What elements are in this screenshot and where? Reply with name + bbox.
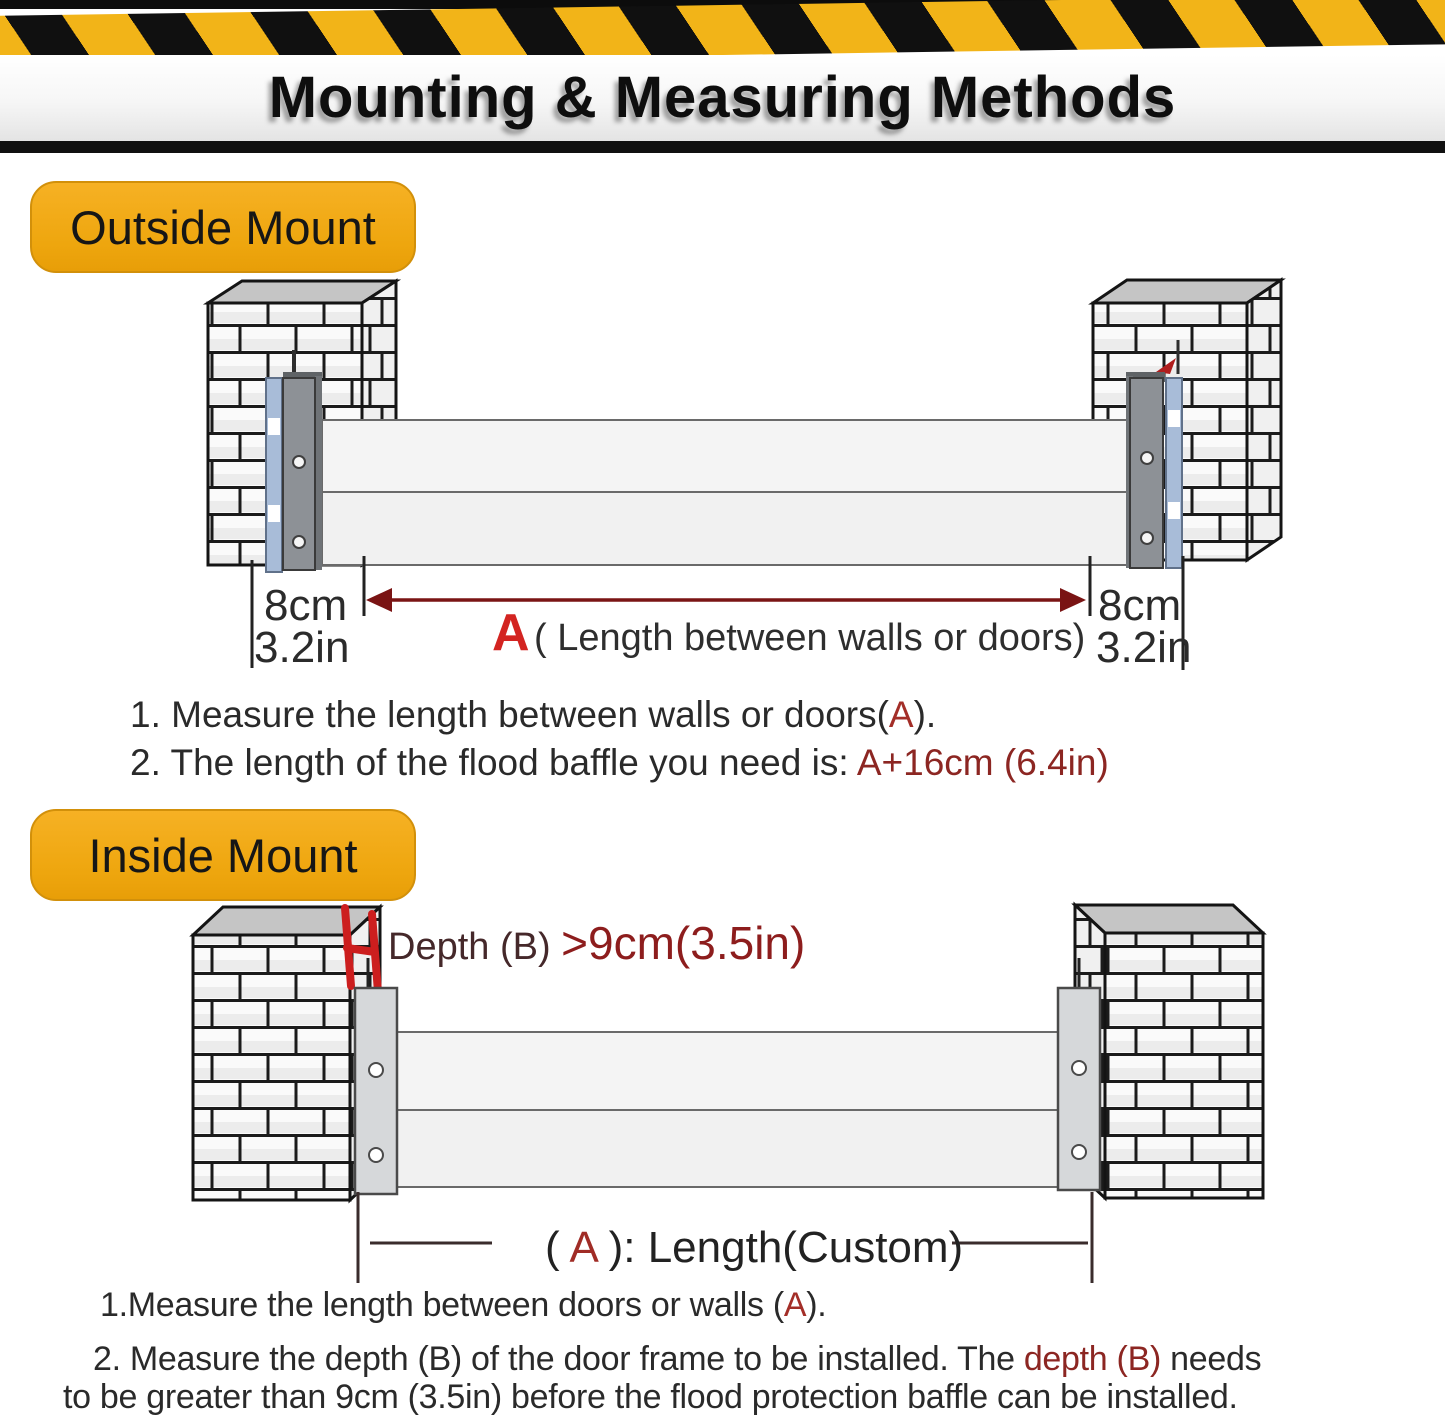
right-rail-slot-2 bbox=[1168, 502, 1180, 519]
right-rail-slot-1 bbox=[1168, 410, 1180, 427]
span-desc-label: ( Length between walls or doors) bbox=[534, 617, 1086, 659]
outside-barrier-panel-bottom bbox=[322, 492, 1130, 565]
inside-left-hole-1 bbox=[369, 1063, 383, 1077]
depth-label bbox=[388, 917, 805, 969]
inside-step-2-end: needs bbox=[1160, 1340, 1262, 1378]
left-rail-slot-2 bbox=[268, 505, 280, 522]
outside-mount-badge bbox=[30, 181, 416, 273]
inside-right-pillar-front bbox=[1105, 933, 1263, 1198]
span-arrow-head-right bbox=[1060, 588, 1086, 612]
span-label bbox=[492, 604, 1085, 662]
inside-step-2-depth: depth (B) bbox=[1023, 1340, 1161, 1378]
inside-step-2-line-1 bbox=[93, 1340, 1261, 1379]
span-a-label: A bbox=[492, 604, 530, 662]
inside-left-pillar-front bbox=[193, 935, 350, 1200]
outside-left-blue-rail bbox=[266, 378, 282, 572]
outside-step-2-text: 2. The length of the flood baffle you need is: bbox=[130, 742, 857, 783]
length-label-a: A bbox=[569, 1223, 597, 1272]
inside-step-1 bbox=[100, 1286, 826, 1325]
outside-step-1-a: A bbox=[888, 694, 914, 735]
length-label-pre: ( bbox=[545, 1223, 560, 1272]
inside-right-hole-2 bbox=[1072, 1145, 1086, 1159]
inside-left-hole-2 bbox=[369, 1148, 383, 1162]
left-bar-hole-2 bbox=[293, 536, 305, 548]
length-label bbox=[545, 1223, 963, 1272]
outside-barrier-panel-top bbox=[322, 420, 1130, 492]
right-bar-hole-2 bbox=[1141, 532, 1153, 544]
outside-mount-badge-label: Outside Mount bbox=[70, 200, 376, 254]
page-title: Mounting & Measuring Methods bbox=[268, 65, 1177, 130]
inside-barrier-panel-bottom bbox=[397, 1110, 1060, 1187]
gap-left-in-label: 3.2in bbox=[254, 623, 350, 672]
left-bar-bevel bbox=[315, 376, 322, 570]
outside-mount-diagram bbox=[140, 268, 1330, 672]
inside-left-pillar-top bbox=[193, 907, 380, 935]
depth-label-name: Depth (B) bbox=[388, 926, 562, 968]
right-bar-hole-1 bbox=[1141, 452, 1153, 464]
inside-step-2-continuation: to be greater than 9cm (3.5in) before the flood protection baffle can be installed. bbox=[63, 1378, 1238, 1416]
outside-step-1-end: ). bbox=[913, 694, 937, 735]
outside-step-2 bbox=[130, 742, 1109, 784]
header-divider bbox=[0, 141, 1445, 153]
outside-step-1 bbox=[130, 694, 936, 736]
gap-right-cm-label: 8cm bbox=[1098, 581, 1182, 630]
inside-mount-badge-label: Inside Mount bbox=[88, 828, 358, 882]
inside-right-pillar-top bbox=[1075, 905, 1263, 933]
inside-barrier-panel-top bbox=[397, 1032, 1060, 1110]
inside-mount-badge bbox=[30, 809, 416, 901]
outside-right-pillar-side bbox=[1247, 280, 1281, 560]
inside-left-channel bbox=[355, 988, 397, 1194]
outside-right-blue-rail bbox=[1166, 378, 1182, 568]
inside-mount-diagram bbox=[60, 895, 1390, 1288]
left-bar-hole-1 bbox=[293, 456, 305, 468]
gap-right-in-label: 3.2in bbox=[1096, 623, 1192, 672]
depth-label-value: >9cm(3.5in) bbox=[561, 917, 806, 969]
inside-right-hole-1 bbox=[1072, 1061, 1086, 1075]
inside-step-1-a: A bbox=[783, 1286, 807, 1324]
inside-step-2-line-2 bbox=[63, 1378, 1238, 1417]
left-rail-slot-1 bbox=[268, 418, 280, 435]
outside-step-2-formula: A+16cm (6.4in) bbox=[856, 742, 1109, 783]
length-label-post: ): Length(Custom) bbox=[608, 1223, 964, 1272]
span-arrow-head-left bbox=[366, 588, 392, 612]
outside-step-1-text: 1. Measure the length between walls or doors( bbox=[130, 694, 889, 735]
gap-left-cm-label: 8cm bbox=[264, 581, 348, 630]
inside-step-1-end: ). bbox=[806, 1286, 827, 1324]
inside-step-1-text: 1.Measure the length between doors or walls ( bbox=[100, 1286, 784, 1324]
inside-step-2-text: 2. Measure the depth (B) of the door frame to be installed. The bbox=[93, 1340, 1024, 1378]
